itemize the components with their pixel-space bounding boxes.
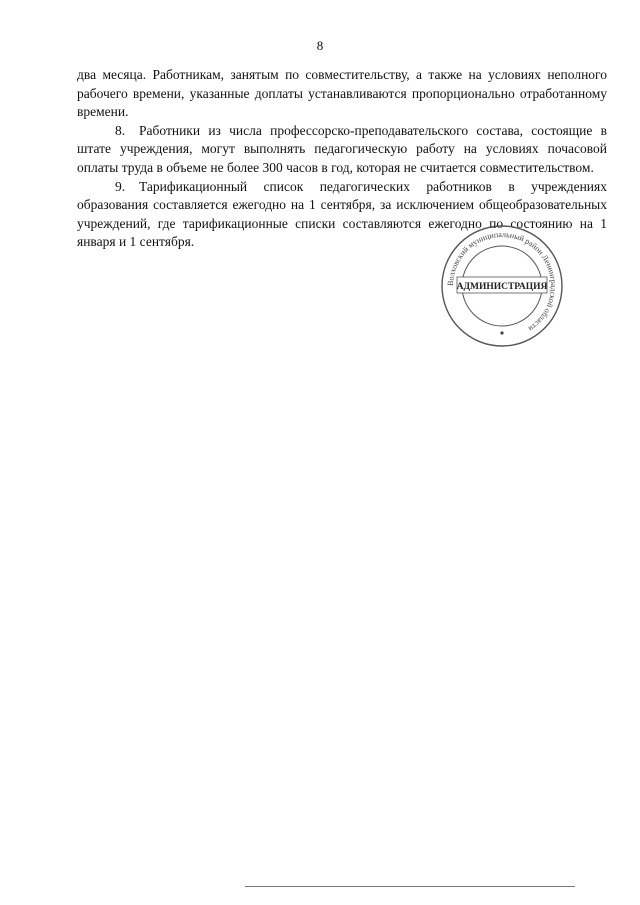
paragraph-item-8 [77,122,607,178]
paragraph-text: два месяца. Работникам, занятым по совместительству, а также на условиях неполного рабочего времени, указанные доплаты устанавливаются пропорционально отработанному времени. [77,67,607,120]
paragraph-number: 9. [115,178,126,194]
stamp-center-text: АДМИНИСТРАЦИЯ [456,282,548,292]
stamp-star-icon [500,331,503,334]
official-stamp [437,221,567,351]
bottom-rule [245,886,575,887]
page-number: 8 [316,38,324,53]
paragraph-number: 8. [115,122,126,138]
paragraph-text: Тарификационный список педагогических работников в учреждениях образования составляется ежегодно на 1 сентября, за исключением общеобразовательных учреждений, где тарификационные списки составляются ежегодно по состоянию на 1 января и 1 сентября. [77,178,607,250]
stamp-ring-text: Волховский муниципальный район Ленинградской области [445,229,559,334]
paragraph-continuation [77,66,607,122]
paragraph-text: Работники из числа профессорско-преподавательского состава, состоящие в штате учреждения, могут выполнять педагогическую работу на условиях почасовой оплаты труда в объеме не более 300 часов в год, которая не считается совместительством. [77,122,607,175]
